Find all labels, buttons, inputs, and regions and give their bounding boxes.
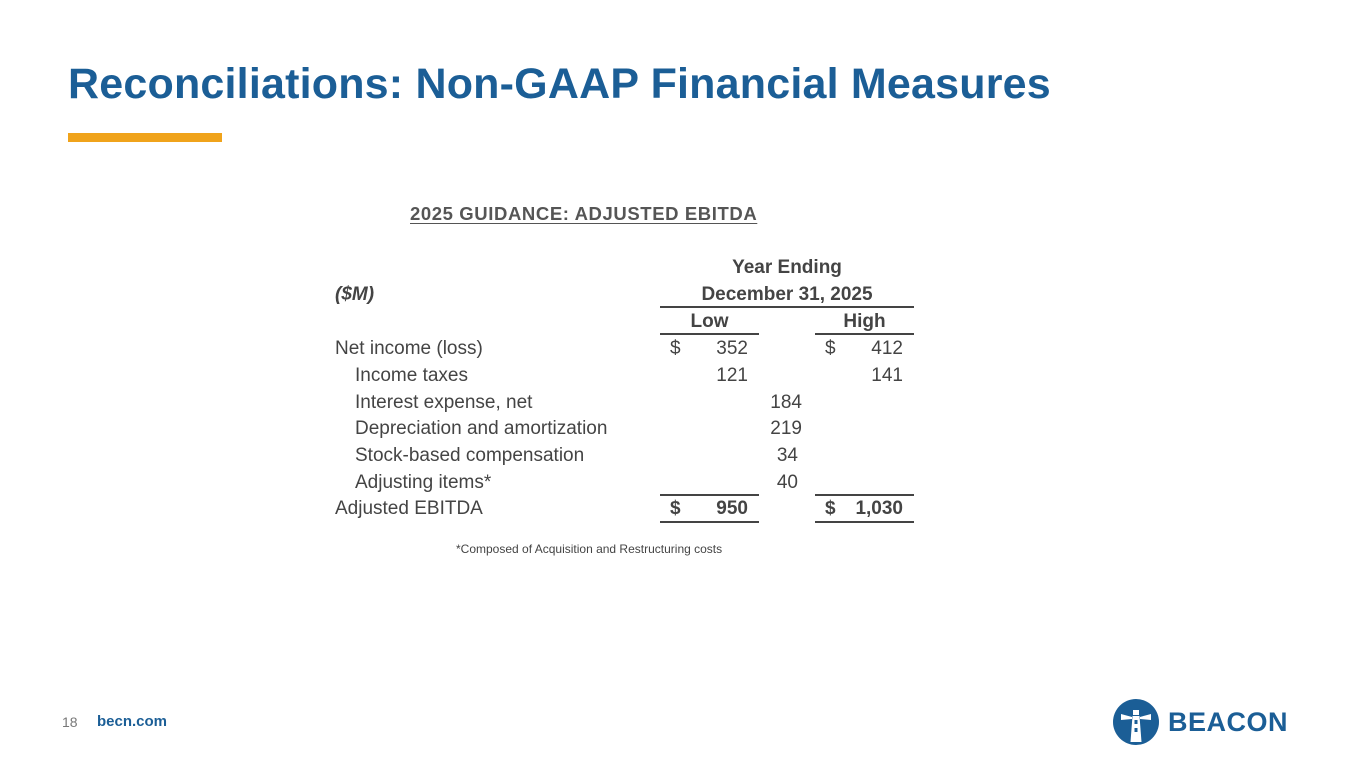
lighthouse-icon [1112,698,1160,746]
footer-url-link[interactable]: becn.com [97,713,168,730]
total-currency-low: $ [670,498,681,519]
total-bottom-rule-low [660,521,759,523]
row-value-low: 352 [716,338,748,359]
slide-title: Reconciliations: Non-GAAP Financial Measures [68,60,1051,108]
total-top-rule-low [660,494,759,496]
header-rule [660,306,914,308]
total-label: Adjusted EBITDA [335,498,483,519]
row-label-income-taxes: Income taxes [355,365,468,386]
row-value-shared: 34 [776,445,798,466]
total-value-low: 950 [716,498,748,519]
row-value-low: 121 [716,365,748,386]
row-label-interest-expense: Interest expense, net [355,392,533,413]
footnote: *Composed of Acquisition and Restructuring costs [456,542,723,556]
beacon-logo [1112,697,1288,747]
section-heading: 2025 GUIDANCE: ADJUSTED EBITDA [410,203,758,224]
row-currency-low: $ [670,338,681,359]
total-value-high: 1,030 [855,498,903,519]
row-label-net-income: Net income (loss) [335,338,483,359]
row-label-stock-comp: Stock-based compensation [355,445,585,466]
row-label-depreciation: Depreciation and amortization [355,418,608,439]
total-currency-high: $ [825,498,836,519]
row-value-high: 141 [871,365,903,386]
page-number: 18 [62,714,78,730]
row-currency-high: $ [825,338,836,359]
row-value-shared: 40 [776,472,798,493]
total-bottom-rule-high [815,521,914,523]
high-col-rule [815,333,914,335]
period-header-line2: December 31, 2025 [701,284,873,305]
period-header-line1: Year Ending [732,257,842,278]
row-value-shared: 184 [770,392,802,413]
title-accent-bar [68,133,222,142]
row-label-adjusting-items: Adjusting items* [355,472,492,493]
total-top-rule-high [815,494,914,496]
col-header-high: High [843,311,886,332]
row-value-shared: 219 [770,418,802,439]
logo-wordmark: BEACON [1168,706,1289,737]
low-col-rule [660,333,759,335]
unit-label: ($M) [335,284,375,305]
row-value-high: 412 [871,338,903,359]
col-header-low: Low [690,311,729,332]
